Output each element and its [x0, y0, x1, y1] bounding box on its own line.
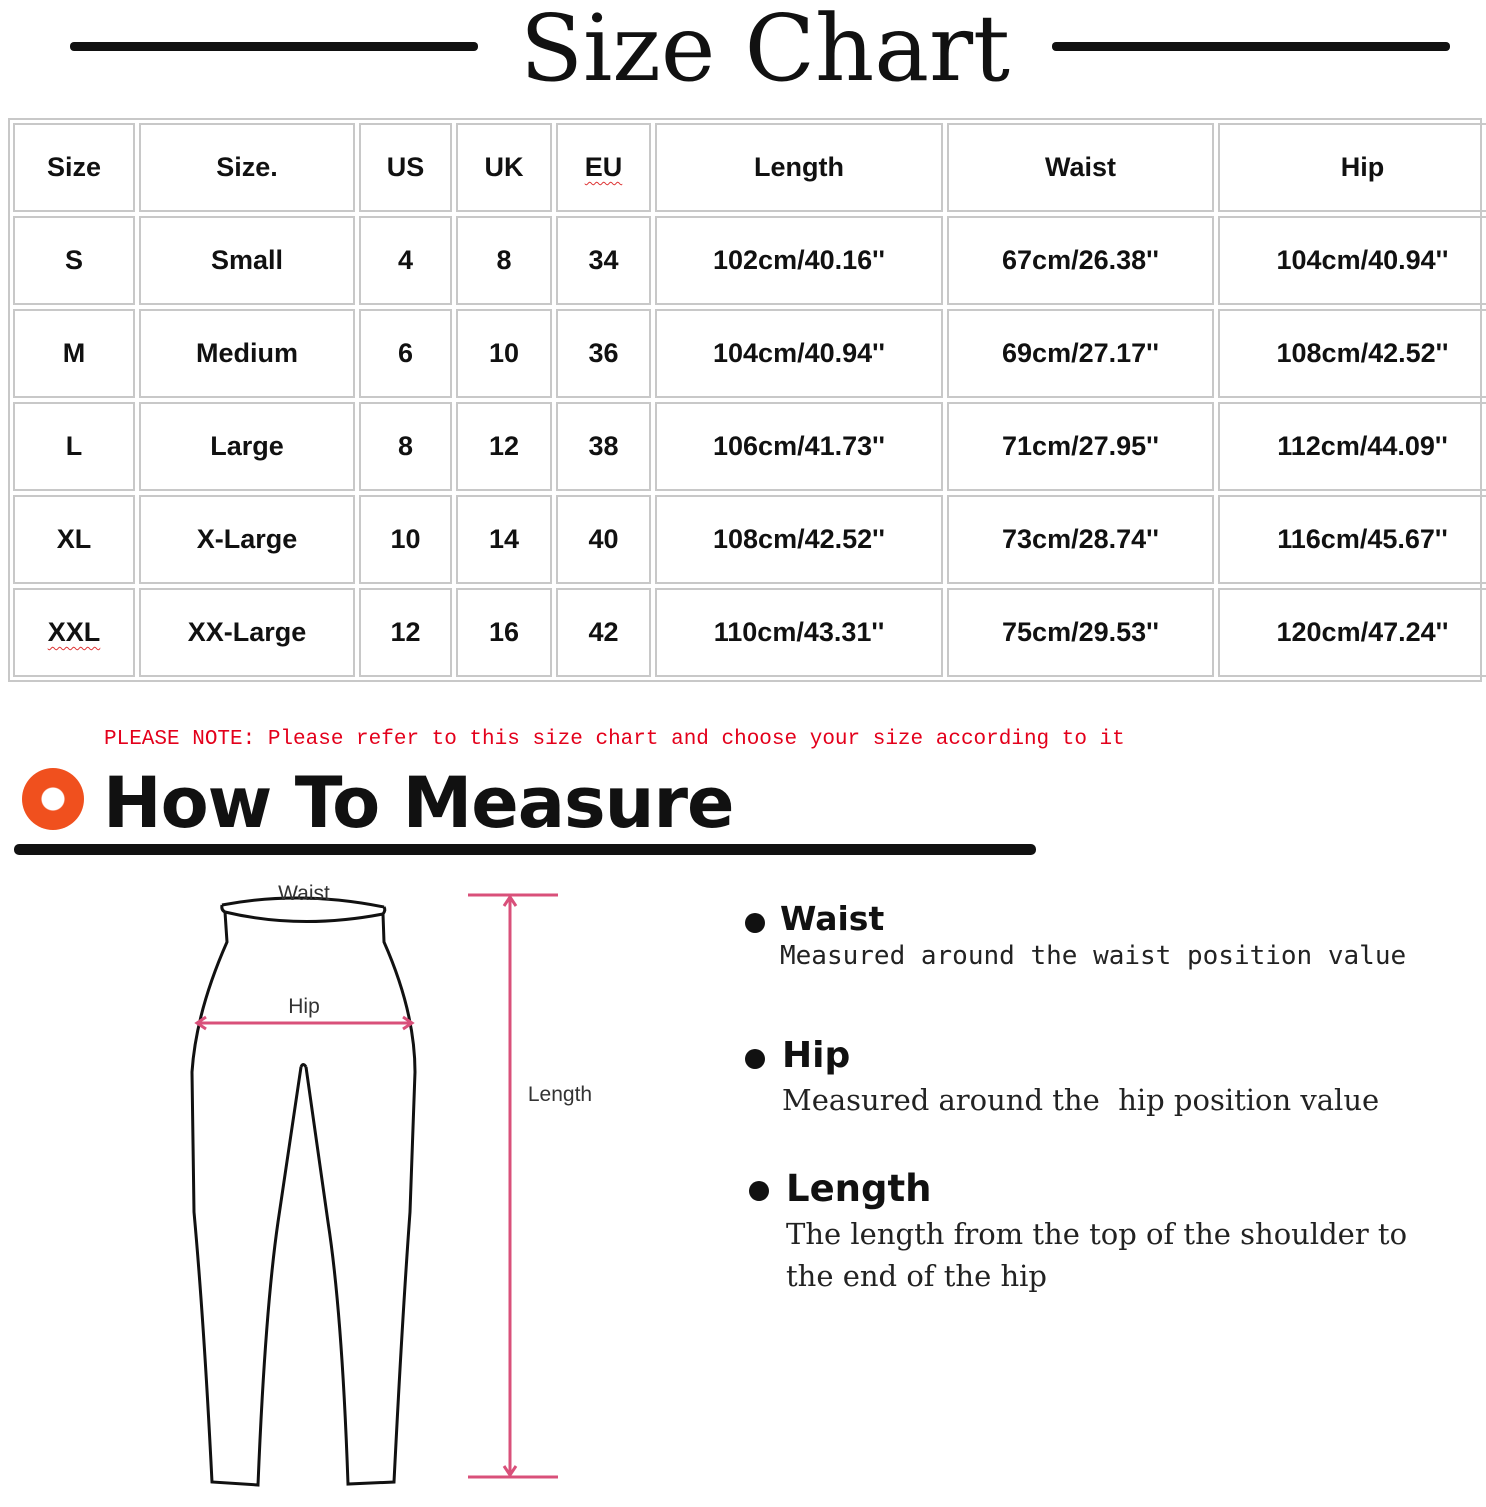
cell-size [13, 495, 135, 584]
please-note: PLEASE NOTE: Please refer to this size chart and choose your size according to it [104, 728, 1125, 751]
bullet-dot [749, 1181, 769, 1201]
bullet-desc-waist: Measured around the waist position value [780, 941, 1407, 971]
cell-uk [456, 309, 552, 398]
cell-size [13, 402, 135, 491]
cell-hip [1218, 216, 1486, 305]
cell-value: 4 [397, 245, 414, 275]
title-rule-left [70, 42, 478, 51]
header-label: EU [584, 152, 623, 182]
cell-uk [456, 402, 552, 491]
bullet-dot [745, 913, 765, 933]
pants-diagram [170, 872, 630, 1502]
cell-value: 116cm/45.67'' [1277, 524, 1448, 554]
cell-value: 14 [488, 524, 520, 554]
cell-value: 75cm/29.53'' [1002, 617, 1159, 647]
cell-value: Medium [195, 338, 298, 368]
cell-value: L [65, 431, 83, 461]
header-label: Hip [1340, 152, 1385, 182]
cell-value: 67cm/26.38'' [1002, 245, 1159, 275]
header-eu [556, 123, 651, 212]
cell-value: 106cm/41.73'' [713, 431, 885, 461]
size-chart-header [0, 0, 1486, 110]
cell-value: 12 [390, 617, 421, 647]
cell-eu [556, 309, 651, 398]
header-label: Size. [216, 152, 278, 182]
cell-size [13, 216, 135, 305]
waistband-bottom-line [225, 912, 383, 922]
cell-value: XXL [47, 617, 101, 647]
cell-value: Small [210, 245, 284, 275]
cell-length [655, 588, 943, 677]
cell-value: 112cm/44.09'' [1277, 431, 1448, 461]
cell-value: 42 [588, 617, 619, 647]
cell-length [655, 309, 943, 398]
cell-waist [947, 309, 1214, 398]
cell-hip [1218, 588, 1486, 677]
cell-hip [1218, 495, 1486, 584]
cell-size-name [139, 216, 355, 305]
cell-hip [1218, 309, 1486, 398]
bullet-desc-length-line-1: The length from the top of the shoulder to [786, 1217, 1408, 1251]
orange-ring-icon [22, 768, 84, 830]
cell-length [655, 402, 943, 491]
crotch-line [301, 1065, 306, 1068]
left-leg-outline [192, 912, 301, 1485]
cell-us [359, 216, 452, 305]
cell-uk [456, 495, 552, 584]
header-label: Size [46, 152, 102, 182]
cell-value: XX-Large [187, 617, 307, 647]
cell-size-name [139, 402, 355, 491]
cell-value: 108cm/42.52'' [713, 524, 885, 554]
header-label: Length [754, 152, 844, 182]
title-rule-right [1052, 42, 1450, 51]
cell-value: 10 [390, 524, 421, 554]
header-waist [947, 123, 1214, 212]
cell-value: 6 [397, 338, 414, 368]
right-leg-outline [306, 914, 415, 1484]
bullet-dot [745, 1049, 765, 1069]
waist-label: Waist [278, 882, 330, 905]
cell-value: 8 [496, 245, 512, 275]
header-hip [1218, 123, 1486, 212]
header-size-name [139, 123, 355, 212]
cell-eu [556, 216, 651, 305]
header-label: Waist [1044, 152, 1116, 182]
cell-value: S [64, 245, 83, 275]
page-title: Size Chart [519, 0, 1011, 102]
bullet-desc-length-line-2: the end of the hip [786, 1259, 1047, 1293]
cell-us [359, 495, 452, 584]
cell-value: X-Large [196, 524, 298, 554]
cell-eu [556, 588, 651, 677]
cell-value: 73cm/28.74'' [1002, 524, 1159, 554]
cell-eu [556, 402, 651, 491]
cell-value: Large [210, 431, 284, 461]
how-to-measure-header [0, 760, 1040, 860]
cell-value: 8 [397, 431, 414, 461]
cell-us [359, 588, 452, 677]
header-uk [456, 123, 552, 212]
cell-value: 34 [588, 245, 619, 275]
cell-length [655, 495, 943, 584]
cell-waist [947, 588, 1214, 677]
cell-waist [947, 402, 1214, 491]
cell-value: 104cm/40.94'' [1276, 245, 1449, 275]
cell-value: M [62, 338, 86, 368]
length-label: Length [527, 1083, 593, 1106]
cell-size-name [139, 309, 355, 398]
cell-value: 10 [488, 338, 520, 368]
cell-value: 71cm/27.95'' [1002, 431, 1159, 461]
cell-size-name [139, 495, 355, 584]
cell-value: 40 [588, 524, 619, 554]
heading-underline [14, 844, 1036, 855]
cell-us [359, 402, 452, 491]
cell-length [655, 216, 943, 305]
cell-eu [556, 495, 651, 584]
cell-waist [947, 216, 1214, 305]
cell-value: XL [56, 524, 92, 554]
bullet-desc-hip: Measured around the hip position value [782, 1083, 1380, 1117]
bullet-title-length: Length [786, 1167, 932, 1210]
cell-value: 16 [488, 617, 520, 647]
cell-value: 108cm/42.52'' [1276, 338, 1449, 368]
header-length [655, 123, 943, 212]
header-us [359, 123, 452, 212]
cell-value: 110cm/43.31'' [713, 617, 885, 647]
cell-uk [456, 588, 552, 677]
size-table-grid [13, 123, 1477, 677]
bullet-title-hip: Hip [782, 1035, 851, 1076]
hip-label: Hip [288, 995, 320, 1018]
cell-value: 12 [488, 431, 520, 461]
bullet-title-waist: Waist [780, 899, 885, 938]
cell-size-name [139, 588, 355, 677]
cell-value: 102cm/40.16'' [713, 245, 885, 275]
cell-value: 69cm/27.17'' [1002, 338, 1159, 368]
header-size [13, 123, 135, 212]
cell-value: 104cm/40.94'' [713, 338, 885, 368]
cell-value: 36 [588, 338, 619, 368]
cell-value: 38 [588, 431, 619, 461]
pants-outline-svg [170, 872, 630, 1502]
cell-size [13, 588, 135, 677]
cell-us [359, 309, 452, 398]
size-table [8, 118, 1482, 682]
cell-waist [947, 495, 1214, 584]
header-label: UK [484, 152, 524, 182]
cell-uk [456, 216, 552, 305]
cell-size [13, 309, 135, 398]
cell-hip [1218, 402, 1486, 491]
header-label: US [386, 152, 425, 182]
how-to-measure-title: How To Measure [103, 762, 734, 844]
cell-value: 120cm/47.24'' [1276, 617, 1449, 647]
waistband-right-edge [383, 907, 385, 914]
